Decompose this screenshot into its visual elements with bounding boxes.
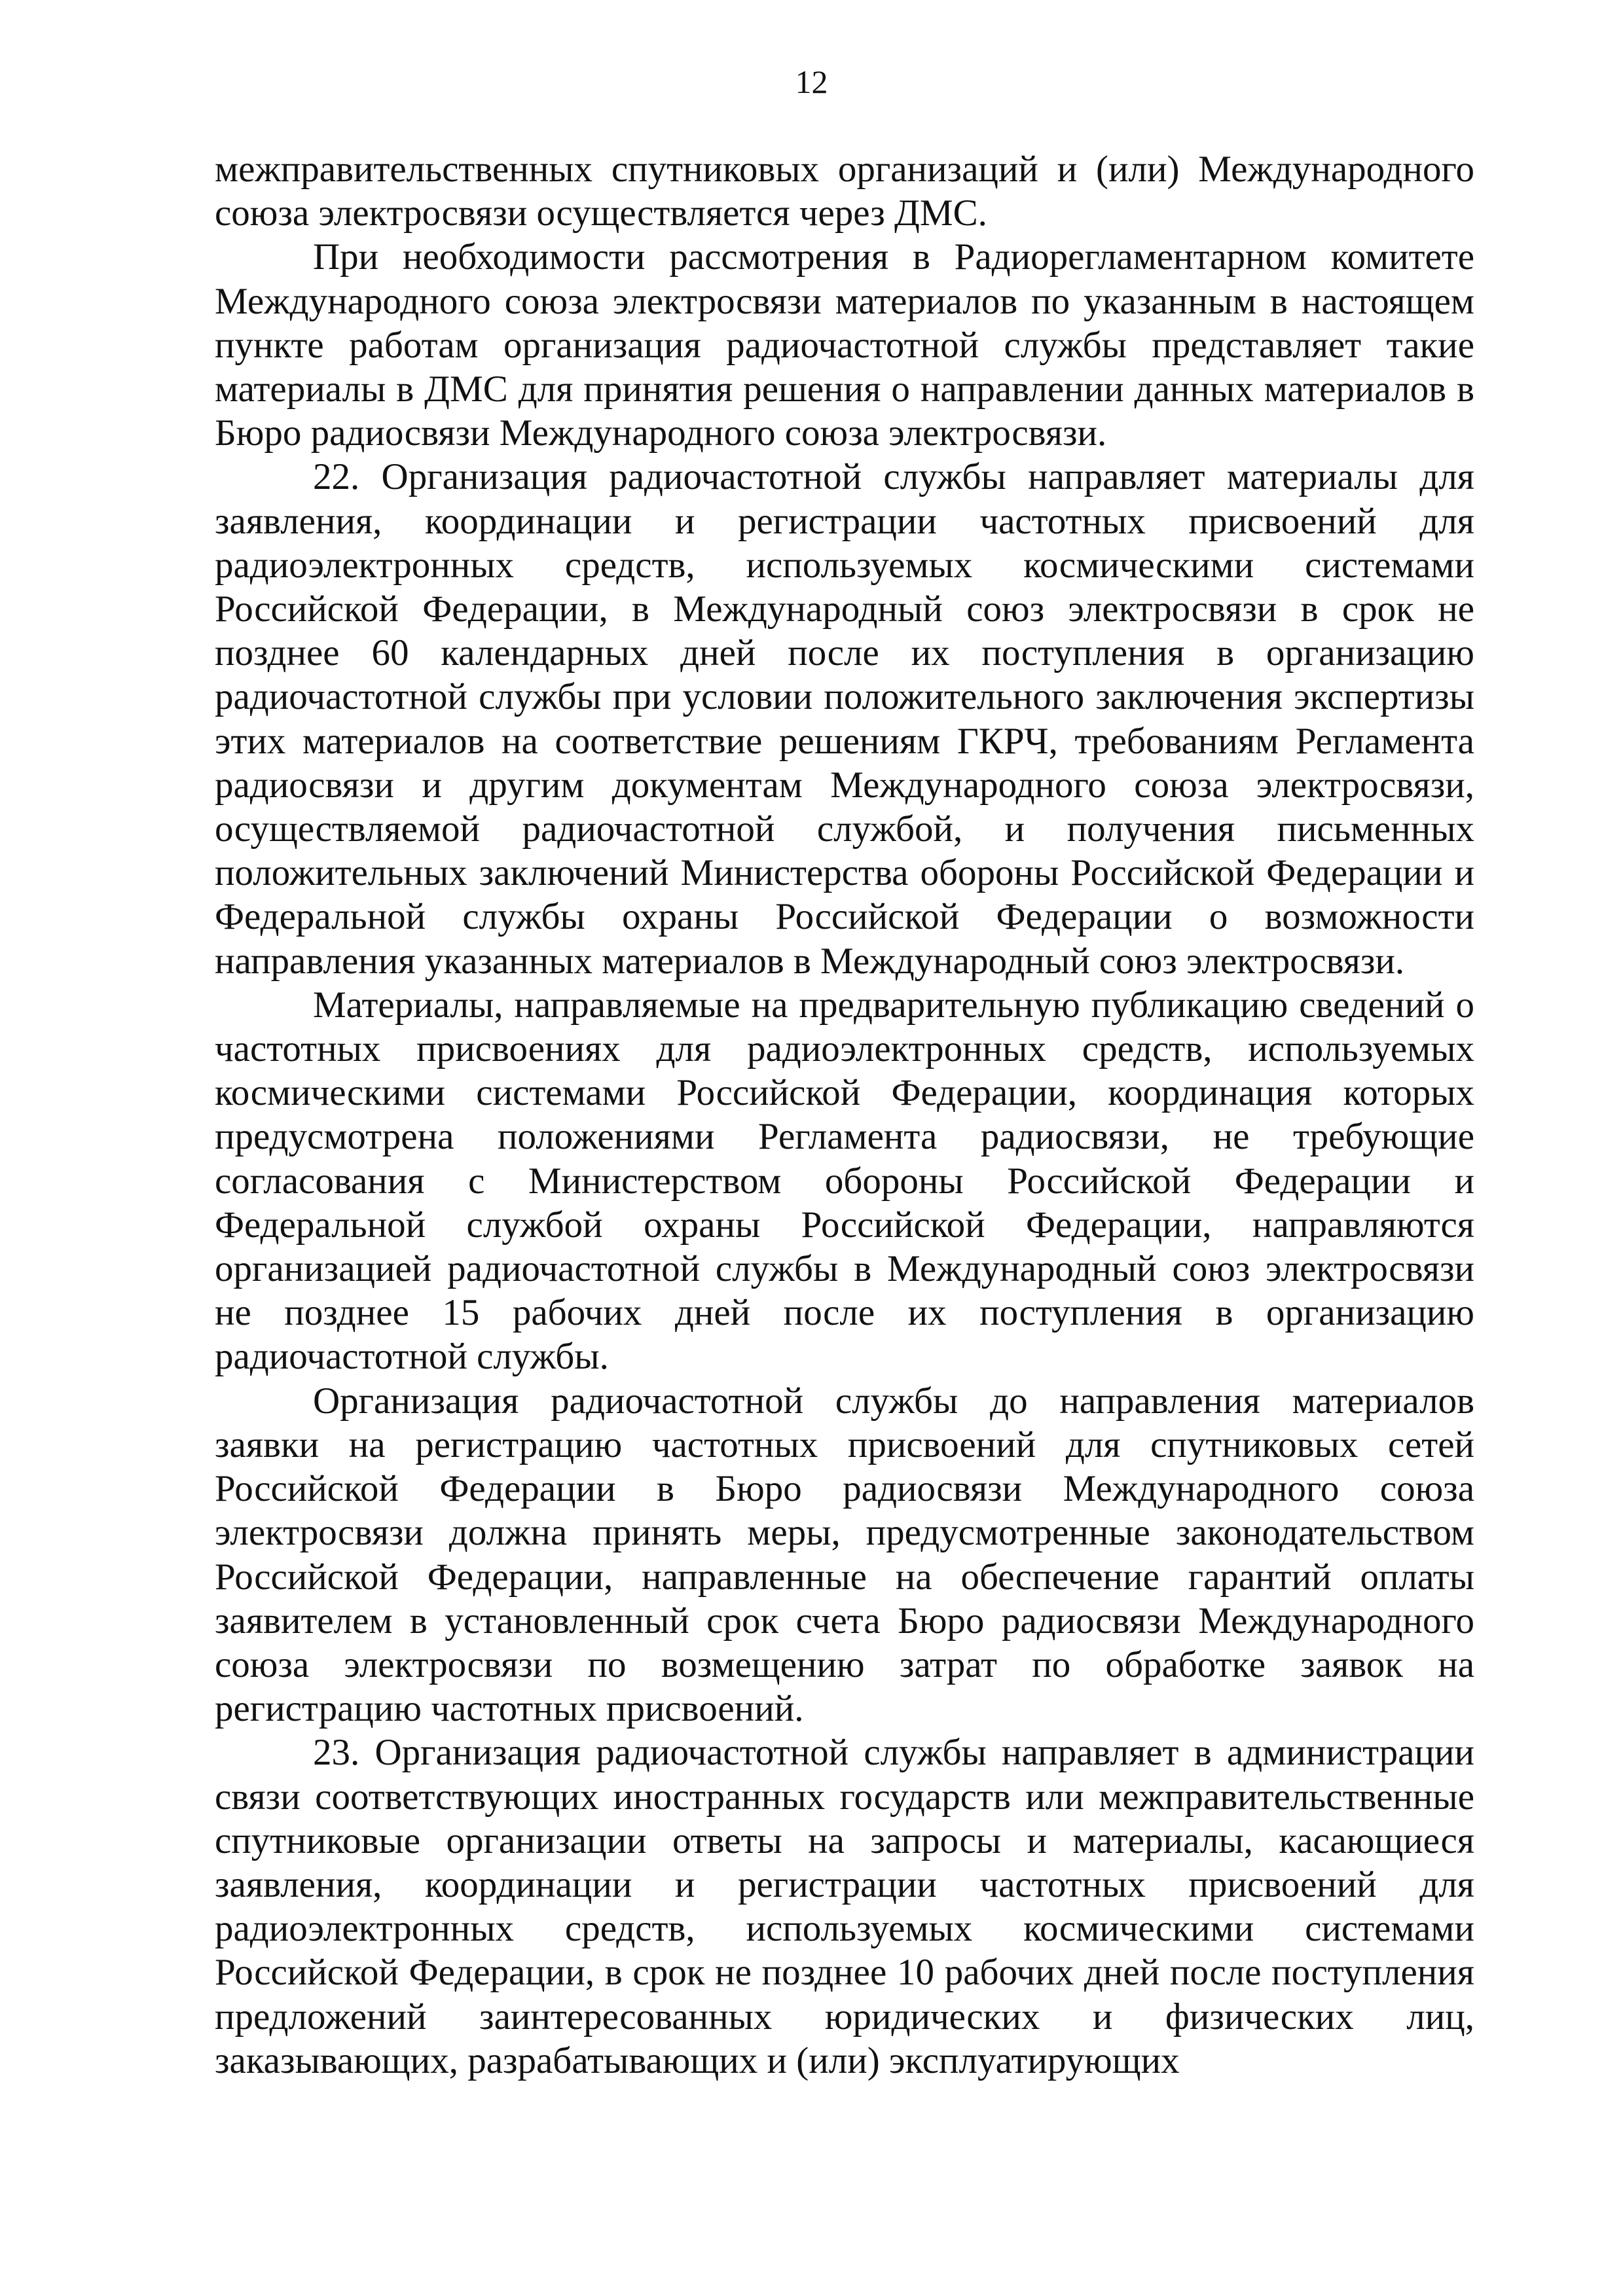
paragraph-clause-22: 22. Организация радиочастотной службы направляет материалы для заявления, координации и регистрации частотных присвоений для радиоэлектронных средств, используемых космическими системами Российской Федерации, в Международный союз электросвязи в срок не позднее 60 календарных дней после их поступления в организацию радиочастотной службы при условии положительного заключения экспертизы этих материалов на соответствие решениям ГКРЧ, требованиям Регламента радиосвязи и другим документам Международного союза электросвязи, осуществляемой радиочастотной службой, и получения письменных положительных заключений Министерства обороны Российской Федерации и Федеральной службы охраны Российской Федерации о возможности направления указанных материалов в Международный союз электросвязи. [215,456,1474,982]
page-number: 12 [795,63,828,100]
paragraph-continuation: межправительственных спутниковых организаций и (или) Международного союза электросвязи осуществляется через ДМС. [215,149,1474,234]
paragraph-payment-guarantees: Организация радиочастотной службы до направления материалов заявки на регистрацию частотных присвоений для спутниковых сетей Российской Федерации в Бюро радиосвязи Международного союза электросвязи должна принять меры, предусмотренные законодательством Российской Федерации, направленные на обеспечение гарантий оплаты заявителем в установленный срок счета Бюро радиосвязи Международного союза электросвязи по возмещению затрат по обработке заявок на регистрацию частотных присвоений. [215,1380,1474,1730]
paragraph-clause-23: 23. Организация радиочастотной службы направляет в администрации связи соответствующих иностранных государств или межправительственные спутниковые организации ответы на запросы и материалы, касающиеся заявления, координации и регистрации частотных присвоений для радиоэлектронных средств, используемых космическими системами Российской Федерации, в срок не позднее 10 рабочих дней после поступления предложений заинтересованных юридических и физических лиц, заказывающих, разрабатывающих и (или) эксплуатирующих [215,1732,1474,2081]
paragraph-preliminary-publication: Материалы, направляемые на предварительную публикацию сведений о частотных присвоениях для радиоэлектронных средств, используемых космическими системами Российской Федерации, координация которых предусмотрена положениями Регламента радиосвязи, не требующие согласования с Министерством обороны Российской Федерации и Федеральной службой охраны Российской Федерации, направляются организацией радиочастотной службы в Международный союз электросвязи не позднее 15 рабочих дней после их поступления в организацию радиочастотной службы. [215,984,1474,1378]
paragraph-radio-regulations-board: При необходимости рассмотрения в Радиорегламентарном комитете Международного союза электросвязи материалов по указанным в настоящем пункте работам организация радиочастотной службы представляет такие материалы в ДМС для принятия решения о направлении данных материалов в Бюро радиосвязи Международного союза электросвязи. [215,236,1474,454]
document-body [215,147,1474,2083]
